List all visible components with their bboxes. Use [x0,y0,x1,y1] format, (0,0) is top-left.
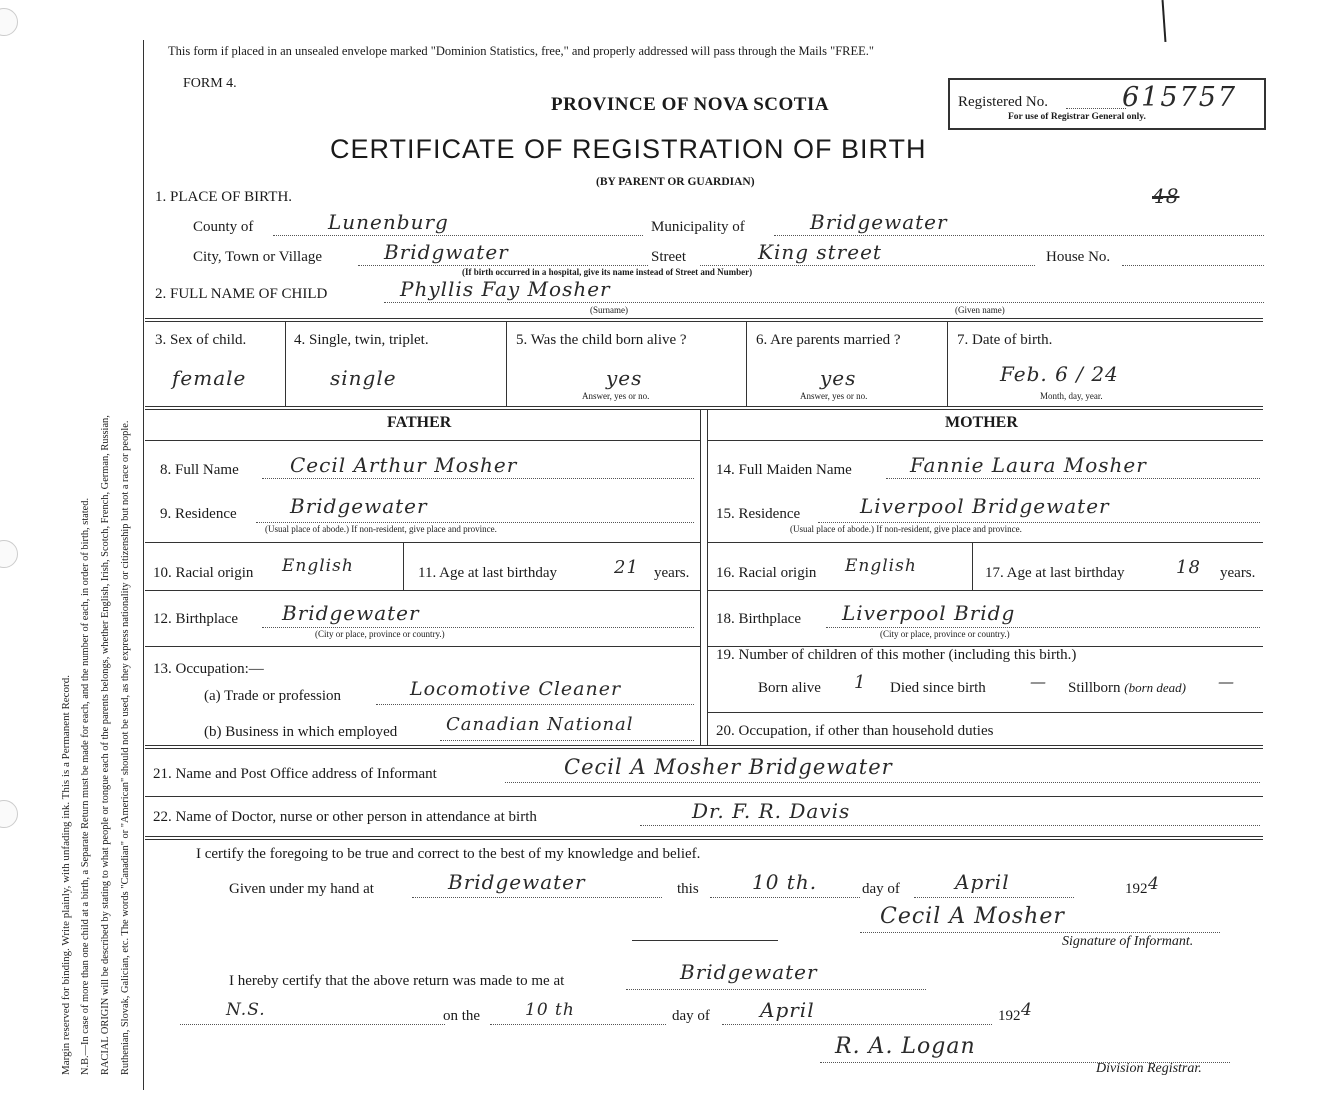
sex-value: female [172,366,247,390]
registrar-year-prefix: 192 [998,1008,1021,1024]
street-label: Street [651,249,686,265]
mother-racial-origin-value: English [845,556,917,576]
municipality-label: Municipality of [651,219,745,235]
born-alive-count-value: 1 [854,672,867,693]
trade-label: (a) Trade or profession [204,688,342,704]
mother-name-value: Fannie Laura Mosher [910,453,1147,477]
binding-hole-lower [0,800,18,828]
city-label: City, Town or Village [193,249,323,265]
father-age-unit: years. [654,565,690,581]
doctor-value: Dr. F. R. Davis [692,799,851,823]
house-number-label: House No. [1046,249,1111,265]
given-name-note: (Given name) [955,305,1005,315]
binding-margin-rule [143,40,144,1090]
child-name-value: Phyllis Fay Mosher [400,277,611,301]
binding-hole-middle [0,540,18,568]
children-count-label: 19. Number of children of this mother (including this birth.) [716,647,1077,663]
parents-married-label: 6. Are parents married ? [756,332,901,348]
given-day-of-label: day of [862,881,900,897]
born-alive-value: yes [606,366,643,390]
parents-married-note: Answer, yes or no. [800,391,868,401]
given-day-value: 10 th. [752,870,818,894]
mother-age-unit: years. [1220,565,1256,581]
given-year-digit: 4 [1148,874,1160,894]
informant-certification-text: I certify the foregoing to be true and correct to the best of my knowledge and belief. [196,846,701,862]
informant-label: 21. Name and Post Office address of Informant [153,766,437,782]
registrar-province-value: N.S. [226,1000,266,1020]
date-of-birth-label: 7. Date of birth. [957,332,1053,348]
mother-name-label: 14. Full Maiden Name [716,462,852,478]
doctor-label: 22. Name of Doctor, nurse or other person in attendance at birth [153,809,537,825]
place-of-birth-heading: 1. PLACE OF BIRTH. [155,189,293,205]
occupation-heading: 13. Occupation:— [153,661,264,677]
father-residence-value: Bridgewater [290,494,428,518]
binding-hole-top [0,8,18,36]
certificate-title: CERTIFICATE OF REGISTRATION OF BIRTH [330,134,927,164]
informant-value: Cecil A Mosher Bridgewater [564,755,893,779]
father-birthplace-note: (City or place, province or country.) [315,629,445,639]
father-racial-origin-value: English [282,556,354,576]
informant-signature: Cecil A Mosher [880,904,1065,929]
died-since-birth-value: — [1030,672,1047,691]
form-number: FORM 4. [183,76,237,91]
informant-signature-label: Signature of Informant. [1062,934,1194,949]
province-heading: PROVINCE OF NOVA SCOTIA [551,94,830,115]
stillborn-value: — [1218,672,1235,691]
plurality-label: 4. Single, twin, triplet. [294,332,429,348]
ink-stroke [1162,0,1167,42]
plurality-value: single [330,366,397,390]
registrar-on-the-label: on the [443,1008,481,1024]
father-racial-origin-label: 10. Racial origin [153,565,254,581]
street-value: King street [758,240,882,264]
father-age-value: 21 [614,557,639,578]
margin-note-racial-origin: RACIAL ORIGIN will be described by stating to what people or tongue each of the parents belongs, whether English, Irish, Scotch, French, German, Russian, [100,415,111,1075]
county-label: County of [193,219,254,235]
hospital-note: (If birth occurred in a hospital, give its name instead of Street and Number) [462,267,753,277]
mother-residence-value: Liverpool Bridgewater [860,494,1110,518]
date-of-birth-note: Month, day, year. [1040,391,1103,401]
given-this-label: this [677,881,699,897]
given-month-value: April [955,870,1010,894]
father-residence-label: 9. Residence [160,506,237,522]
mother-abode-note: (Usual place of abode.) If non-resident, give place and province. [790,524,1022,534]
county-value: Lunenburg [328,210,449,234]
registered-number-label: Registered No. [958,94,1048,110]
margin-note-multiple-births: N.B.—In case of more than one child at a birth, a Separate Return must be made for each, and the number of each, in order of birth, stated. [80,497,91,1075]
registrar-signature: R. A. Logan [835,1034,976,1059]
father-birthplace-label: 12. Birthplace [153,611,238,627]
corner-handwritten-mark: 48 [1152,184,1180,208]
given-place-value: Bridgewater [448,870,586,894]
mother-age-value: 18 [1176,557,1201,578]
registrar-certification-text: I hereby certify that the above return was made to me at [229,973,565,989]
registrar-day-value: 10 th [525,1000,575,1020]
born-alive-count-label: Born alive [758,680,821,696]
mother-birthplace-label: 18. Birthplace [716,611,801,627]
registrar-day-of-label: day of [672,1008,710,1024]
mother-birthplace-note: (City or place, province or country.) [880,629,1010,639]
child-name-label: 2. FULL NAME OF CHILD [155,286,328,302]
mother-heading: MOTHER [945,414,1018,431]
margin-note-binding: Margin reserved for binding. Write plainly, with unfading ink. This is a Permanent Record. [60,675,72,1075]
born-alive-note: Answer, yes or no. [582,391,650,401]
father-age-label: 11. Age at last birthday [418,565,557,581]
mother-racial-origin-label: 16. Racial origin [716,565,817,581]
municipality-value: Bridgewater [810,210,948,234]
father-name-label: 8. Full Name [160,462,239,478]
registrar-month-value: April [760,998,815,1022]
mother-age-label: 17. Age at last birthday [985,565,1125,581]
business-value: Canadian National [446,714,634,735]
business-label: (b) Business in which employed [204,724,398,740]
registrar-place-value: Bridgewater [680,960,818,984]
mother-birthplace-value: Liverpool Bridg [842,601,1016,625]
city-value: Bridgwater [384,240,509,264]
died-since-birth-label: Died since birth [890,680,986,696]
registered-number-value: 615757 [1122,82,1238,113]
father-name-value: Cecil Arthur Mosher [290,453,518,477]
stillborn-label: Stillborn (born dead) [1068,680,1187,696]
trade-value: Locomotive Cleaner [410,678,622,700]
date-of-birth-value: Feb. 6 / 24 [1000,362,1119,386]
registrar-general-note: For use of Registrar General only. [1008,112,1146,122]
born-alive-label: 5. Was the child born alive ? [516,332,687,348]
postal-note: This form if placed in an unsealed envelope marked "Dominion Statistics, free," and properly addressed will pass through the Mails "FREE." [168,44,875,58]
mother-residence-label: 15. Residence [716,506,801,522]
sex-label: 3. Sex of child. [155,332,247,348]
margin-note-nationality: Ruthenian, Slovak, Galician, etc. The words "Canadian" or "American" should not be used, as they express nationality or citizenship but not a race or people. [120,420,131,1075]
division-registrar-label: Division Registrar. [1096,1061,1202,1076]
father-heading: FATHER [387,414,452,431]
certificate-subtitle: (BY PARENT OR GUARDIAN) [596,176,755,188]
father-abode-note: (Usual place of abode.) If non-resident, give place and province. [265,524,497,534]
father-birthplace-value: Bridgewater [282,601,420,625]
given-under-label: Given under my hand at [229,881,374,897]
surname-note: (Surname) [590,305,628,315]
registrar-year-digit: 4 [1021,1000,1033,1020]
parents-married-value: yes [820,366,857,390]
mother-occupation-label: 20. Occupation, if other than household duties [716,723,994,739]
given-year-prefix: 192 [1125,881,1148,897]
